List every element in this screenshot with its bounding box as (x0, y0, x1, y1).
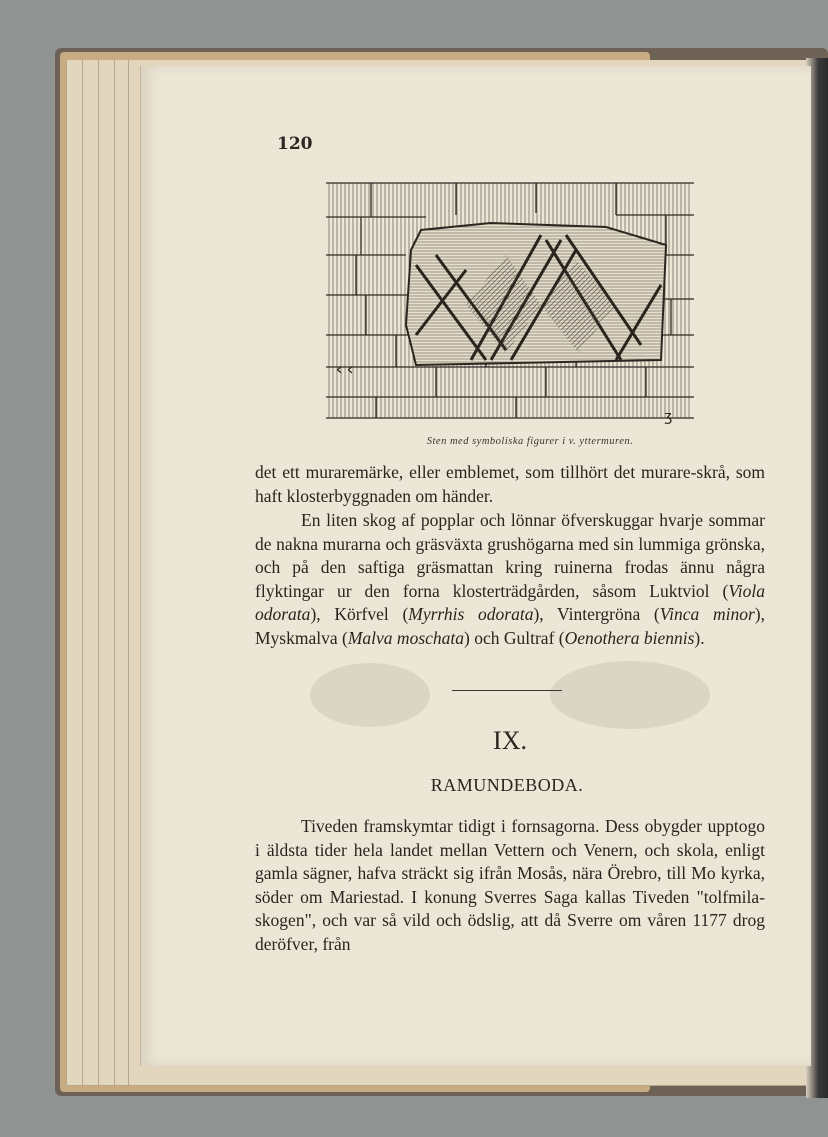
latin-name: Oenothera biennis (564, 627, 695, 648)
svg-text:ʒ: ʒ (664, 409, 673, 425)
chapter-title: RAMUNDEBODA. (430, 775, 584, 795)
latin-name: Viola odorata (255, 580, 765, 625)
latin-name: Myrrhis odorata (408, 604, 534, 625)
paragraph-text: det ett muraremärke, eller emblemet, som tillhört det murare-skrå, som haft klosterbyggnaden om händer. (255, 462, 765, 506)
paragraph-continuation (255, 461, 765, 508)
paragraph-text (255, 509, 765, 651)
svg-text:‹‹: ‹‹ (334, 359, 356, 380)
paragraph-garden (255, 509, 765, 651)
stone-engraving-illustration (316, 175, 704, 430)
text-run: ), Vintergröna ( (533, 604, 660, 625)
paragraph-text: Tiveden framskymtar tidigt i fornsagorna. Dess obygder upptogo i äldsta tider hela landet mellan Vettern och Venern, och skola, enligt gamla sägner, hafva sträckt sig ifrån Mosås, nära Örebro, till Mo kyrka, söder om Mariestad. I konung Sverres Saga kallas Tiveden "tolfmila-skogen", och var så vild och ödslig, att då Sverre om våren 1177 drog deröfver, från (255, 816, 765, 954)
text-run: ) och Gultraf ( (464, 627, 565, 648)
latin-name: Malva moschata (347, 627, 465, 648)
section-divider (452, 690, 562, 691)
figure-caption: Sten med symboliska figurer i v. yttermuren. (426, 436, 634, 447)
text-run: ), Myskmalva ( (255, 604, 765, 648)
page-number: 120 (277, 134, 313, 154)
chapter-number: IX. (493, 726, 527, 755)
bleed-through-image (300, 655, 720, 735)
text-run: ). (694, 627, 705, 648)
text-run: En liten skog af popplar och lönnar öfverskuggar hvarje sommar de nakna murarna och gräsväxta grushögarna med sin lummiga grönska, och på den saftiga gräsmattan kring ruinerna frodas ännu några flyktingar ur den forna klosterträdgården, såsom Luktviol ( (255, 510, 765, 601)
paragraph-tiveden (255, 815, 765, 957)
latin-name: Vinca minor (659, 604, 755, 625)
text-run: ), Körfvel ( (310, 604, 409, 625)
